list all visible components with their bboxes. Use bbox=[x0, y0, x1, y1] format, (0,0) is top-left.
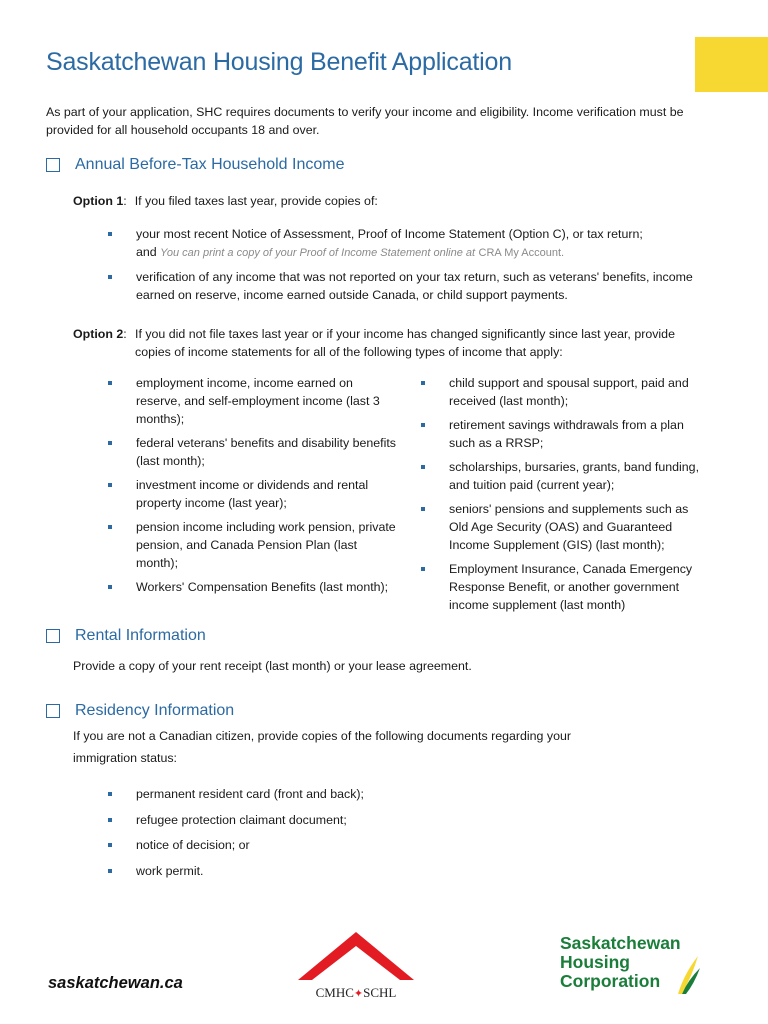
cmhc-schl-logo bbox=[296, 930, 416, 1024]
bullet-icon bbox=[108, 232, 112, 236]
bullet-icon bbox=[108, 483, 112, 487]
list-item: refugee protection claimant document; bbox=[108, 808, 508, 834]
list-item: child support and spousal support, paid and received (last month); bbox=[421, 374, 701, 410]
residency-checkbox[interactable] bbox=[46, 704, 60, 718]
list-item: work permit. bbox=[108, 859, 508, 885]
list-item: notice of decision; or bbox=[108, 833, 508, 859]
rental-checkbox[interactable] bbox=[46, 629, 60, 643]
option1-row bbox=[73, 192, 378, 210]
option2-left-list bbox=[108, 374, 398, 596]
bullet-icon bbox=[108, 792, 112, 796]
bullet-icon bbox=[108, 381, 112, 385]
list-item: seniors' pensions and supplements such as Old Age Security (OAS) and Guaranteed Income Supplement (GIS) (last month); bbox=[421, 500, 701, 554]
option2-row bbox=[73, 325, 127, 343]
bullet-icon bbox=[108, 869, 112, 873]
residency-list bbox=[108, 782, 508, 884]
maple-leaf-icon: ✦ bbox=[353, 988, 364, 1000]
rental-text: Provide a copy of your rent receipt (last month) or your lease agreement. bbox=[73, 659, 472, 673]
income-heading-text: Annual Before-Tax Household Income bbox=[75, 156, 345, 173]
list-item: permanent resident card (front and back); bbox=[108, 782, 508, 808]
cra-link[interactable]: CRA My Account. bbox=[478, 247, 565, 259]
income-section-heading bbox=[46, 156, 345, 174]
cmhc-roof-icon bbox=[296, 930, 416, 990]
option1-list bbox=[108, 225, 698, 304]
list-item: Workers' Compensation Benefits (last month); bbox=[108, 578, 398, 596]
proof-note: You can print a copy of your Proof of Income Statement online at bbox=[160, 247, 476, 259]
list-item: employment income, income earned on reserve, and self-employment income (last 3 months); bbox=[108, 374, 398, 428]
rental-section-heading bbox=[46, 627, 206, 645]
option2-right-list bbox=[421, 374, 701, 614]
list-item: retirement savings withdrawals from a plan such as a RRSP; bbox=[421, 416, 701, 452]
list-item: federal veterans' benefits and disability benefits (last month); bbox=[108, 434, 398, 470]
rental-heading-text: Rental Information bbox=[75, 627, 206, 644]
option2-label: Option 2: bbox=[73, 327, 127, 341]
bullet-icon bbox=[108, 818, 112, 822]
option2-text: If you did not file taxes last year or if your income has changed significantly since last year, provide copies of income statements for all of the following types of income that apply: bbox=[135, 327, 675, 359]
yellow-corner-tab bbox=[695, 37, 768, 92]
list-item: Employment Insurance, Canada Emergency Response Benefit, or another government income supplement (last month) bbox=[421, 560, 701, 614]
option1-text: If you filed taxes last year, provide copies of: bbox=[134, 194, 378, 208]
list-item: pension income including work pension, private pension, and Canada Pension Plan (last month); bbox=[108, 518, 398, 572]
bullet-icon bbox=[108, 585, 112, 589]
residency-heading-text: Residency Information bbox=[75, 702, 235, 719]
income-checkbox[interactable] bbox=[46, 158, 60, 172]
shc-logo bbox=[560, 934, 710, 1004]
intro-paragraph: As part of your application, SHC requires documents to verify your income and eligibility. Income verification must be provided for all household occupants 18 and over. bbox=[46, 105, 684, 137]
bullet-icon bbox=[421, 423, 425, 427]
shc-line2: Housing bbox=[560, 952, 630, 972]
footer-url-link[interactable]: saskatchewan.ca bbox=[48, 974, 183, 992]
bullet-icon bbox=[421, 381, 425, 385]
cmhc-wordmark: CMHC✦SCHL bbox=[315, 985, 397, 1000]
shc-line3: Corporation bbox=[560, 971, 661, 991]
wheat-icon bbox=[674, 954, 702, 996]
bullet-icon bbox=[108, 275, 112, 279]
bullet-icon bbox=[108, 525, 112, 529]
shc-line1: Saskatchewan bbox=[560, 933, 681, 953]
bullet-icon bbox=[421, 507, 425, 511]
page-title: Saskatchewan Housing Benefit Application bbox=[46, 48, 512, 76]
bullet-icon bbox=[421, 567, 425, 571]
residency-section-heading bbox=[46, 702, 234, 720]
bullet-icon bbox=[421, 465, 425, 469]
list-item: scholarships, bursaries, grants, band funding, and tuition paid (current year); bbox=[421, 458, 701, 494]
list-item: your most recent Notice of Assessment, Proof of Income Statement (Option C), or tax return; and You can print a copy of your Proof of Income Statement online at CRA My Account. bbox=[108, 225, 698, 262]
bullet-icon bbox=[108, 843, 112, 847]
bullet-icon bbox=[108, 441, 112, 445]
list-item: verification of any income that was not reported on your tax return, such as veterans' benefits, income earned on reserve, income earned outside Canada, or child support payments. bbox=[108, 268, 698, 304]
option1-label: Option 1: bbox=[73, 194, 127, 208]
residency-text: If you are not a Canadian citizen, provide copies of the following documents regarding your immigration status: bbox=[73, 729, 571, 765]
list-item: investment income or dividends and rental property income (last year); bbox=[108, 476, 398, 512]
